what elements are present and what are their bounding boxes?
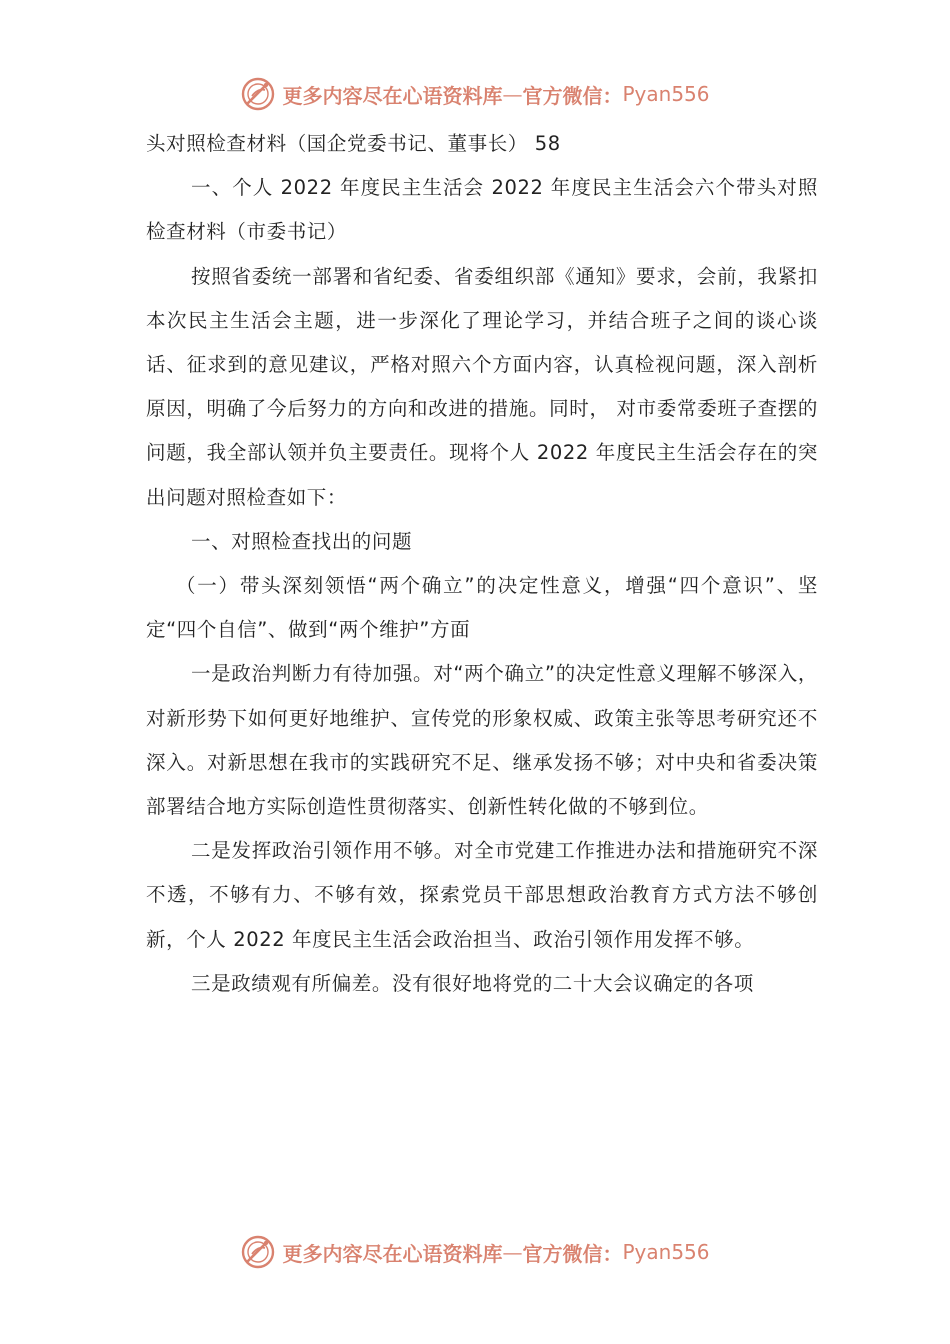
footer-watermark-banner (0, 1230, 950, 1274)
header-separator: — (502, 82, 523, 106)
header-contact-label: 官方微信： (522, 83, 623, 108)
header-watermark-banner (0, 72, 950, 116)
paragraph-point-3: 三是政绩观有所偏差。没有很好地将党的二十大会议确定的各项 (191, 971, 754, 995)
header-contact-id: Pyan556 (622, 82, 710, 106)
footer-contact-id: Pyan556 (622, 1240, 710, 1264)
brand-logo-icon (240, 76, 276, 112)
footer-separator: — (502, 1240, 523, 1264)
brand-logo-icon (240, 1234, 276, 1270)
subsection-heading-1: （一）带头深刻领悟“两个确立”的决定性意义，增强“四个意识”、坚定“四个自信”、做到“两个维护”方面 (146, 574, 818, 642)
section-heading-problems: 一、对照检查找出的问题 (191, 529, 413, 553)
paragraph-point-2: 二是发挥政治引领作用不够。对全市党建工作推进办法和措施研究不深不透，不够有力、不够有效，探索党员干部思想政治教育方式方法不够创新，个人 2022 年度民主生活会政治担当、政治引领作用发挥不够。 (146, 839, 818, 951)
paragraph-intro: 按照省委统一部署和省纪委、省委组织部《通知》要求，会前，我紧扣本次民主生活会主题，进一步深化了理论学习，并结合班子之间的谈心谈话、征求到的意见建议，严格对照六个方面内容，认真检视问题，深入剖析原因，明确了今后努力的方向和改进的措施。同时， 对市委常委班子查摆的问题，我全部认领并负主要责任。现将个人 2022 年度民主生活会存在的突出问题对照检查如下： (146, 264, 818, 509)
paragraph-continuation: 头对照检查材料（国企党委书记、董事长） 58 (146, 132, 561, 155)
paragraph-point-1: 一是政治判断力有待加强。对“两个确立”的决定性意义理解不够深入，对新形势下如何更好地维护、宣传党的形象权威、政策主张等思考研究还不深入。对新思想在我市的实践研究不足、继承发扬不够；对中央和省委决策部署结合地方实际创造性贯彻落实、创新性转化做的不够到位。 (146, 662, 818, 819)
document-body (146, 122, 818, 1006)
footer-site-text: 更多内容尽在心语资料库 (282, 1241, 503, 1266)
header-site-text: 更多内容尽在心语资料库 (282, 83, 503, 108)
section-heading-1: 一、个人 2022 年度民主生活会 2022 年度民主生活会六个带头对照检查材料（市委书记） (146, 176, 818, 244)
footer-contact-label: 官方微信： (522, 1241, 623, 1266)
